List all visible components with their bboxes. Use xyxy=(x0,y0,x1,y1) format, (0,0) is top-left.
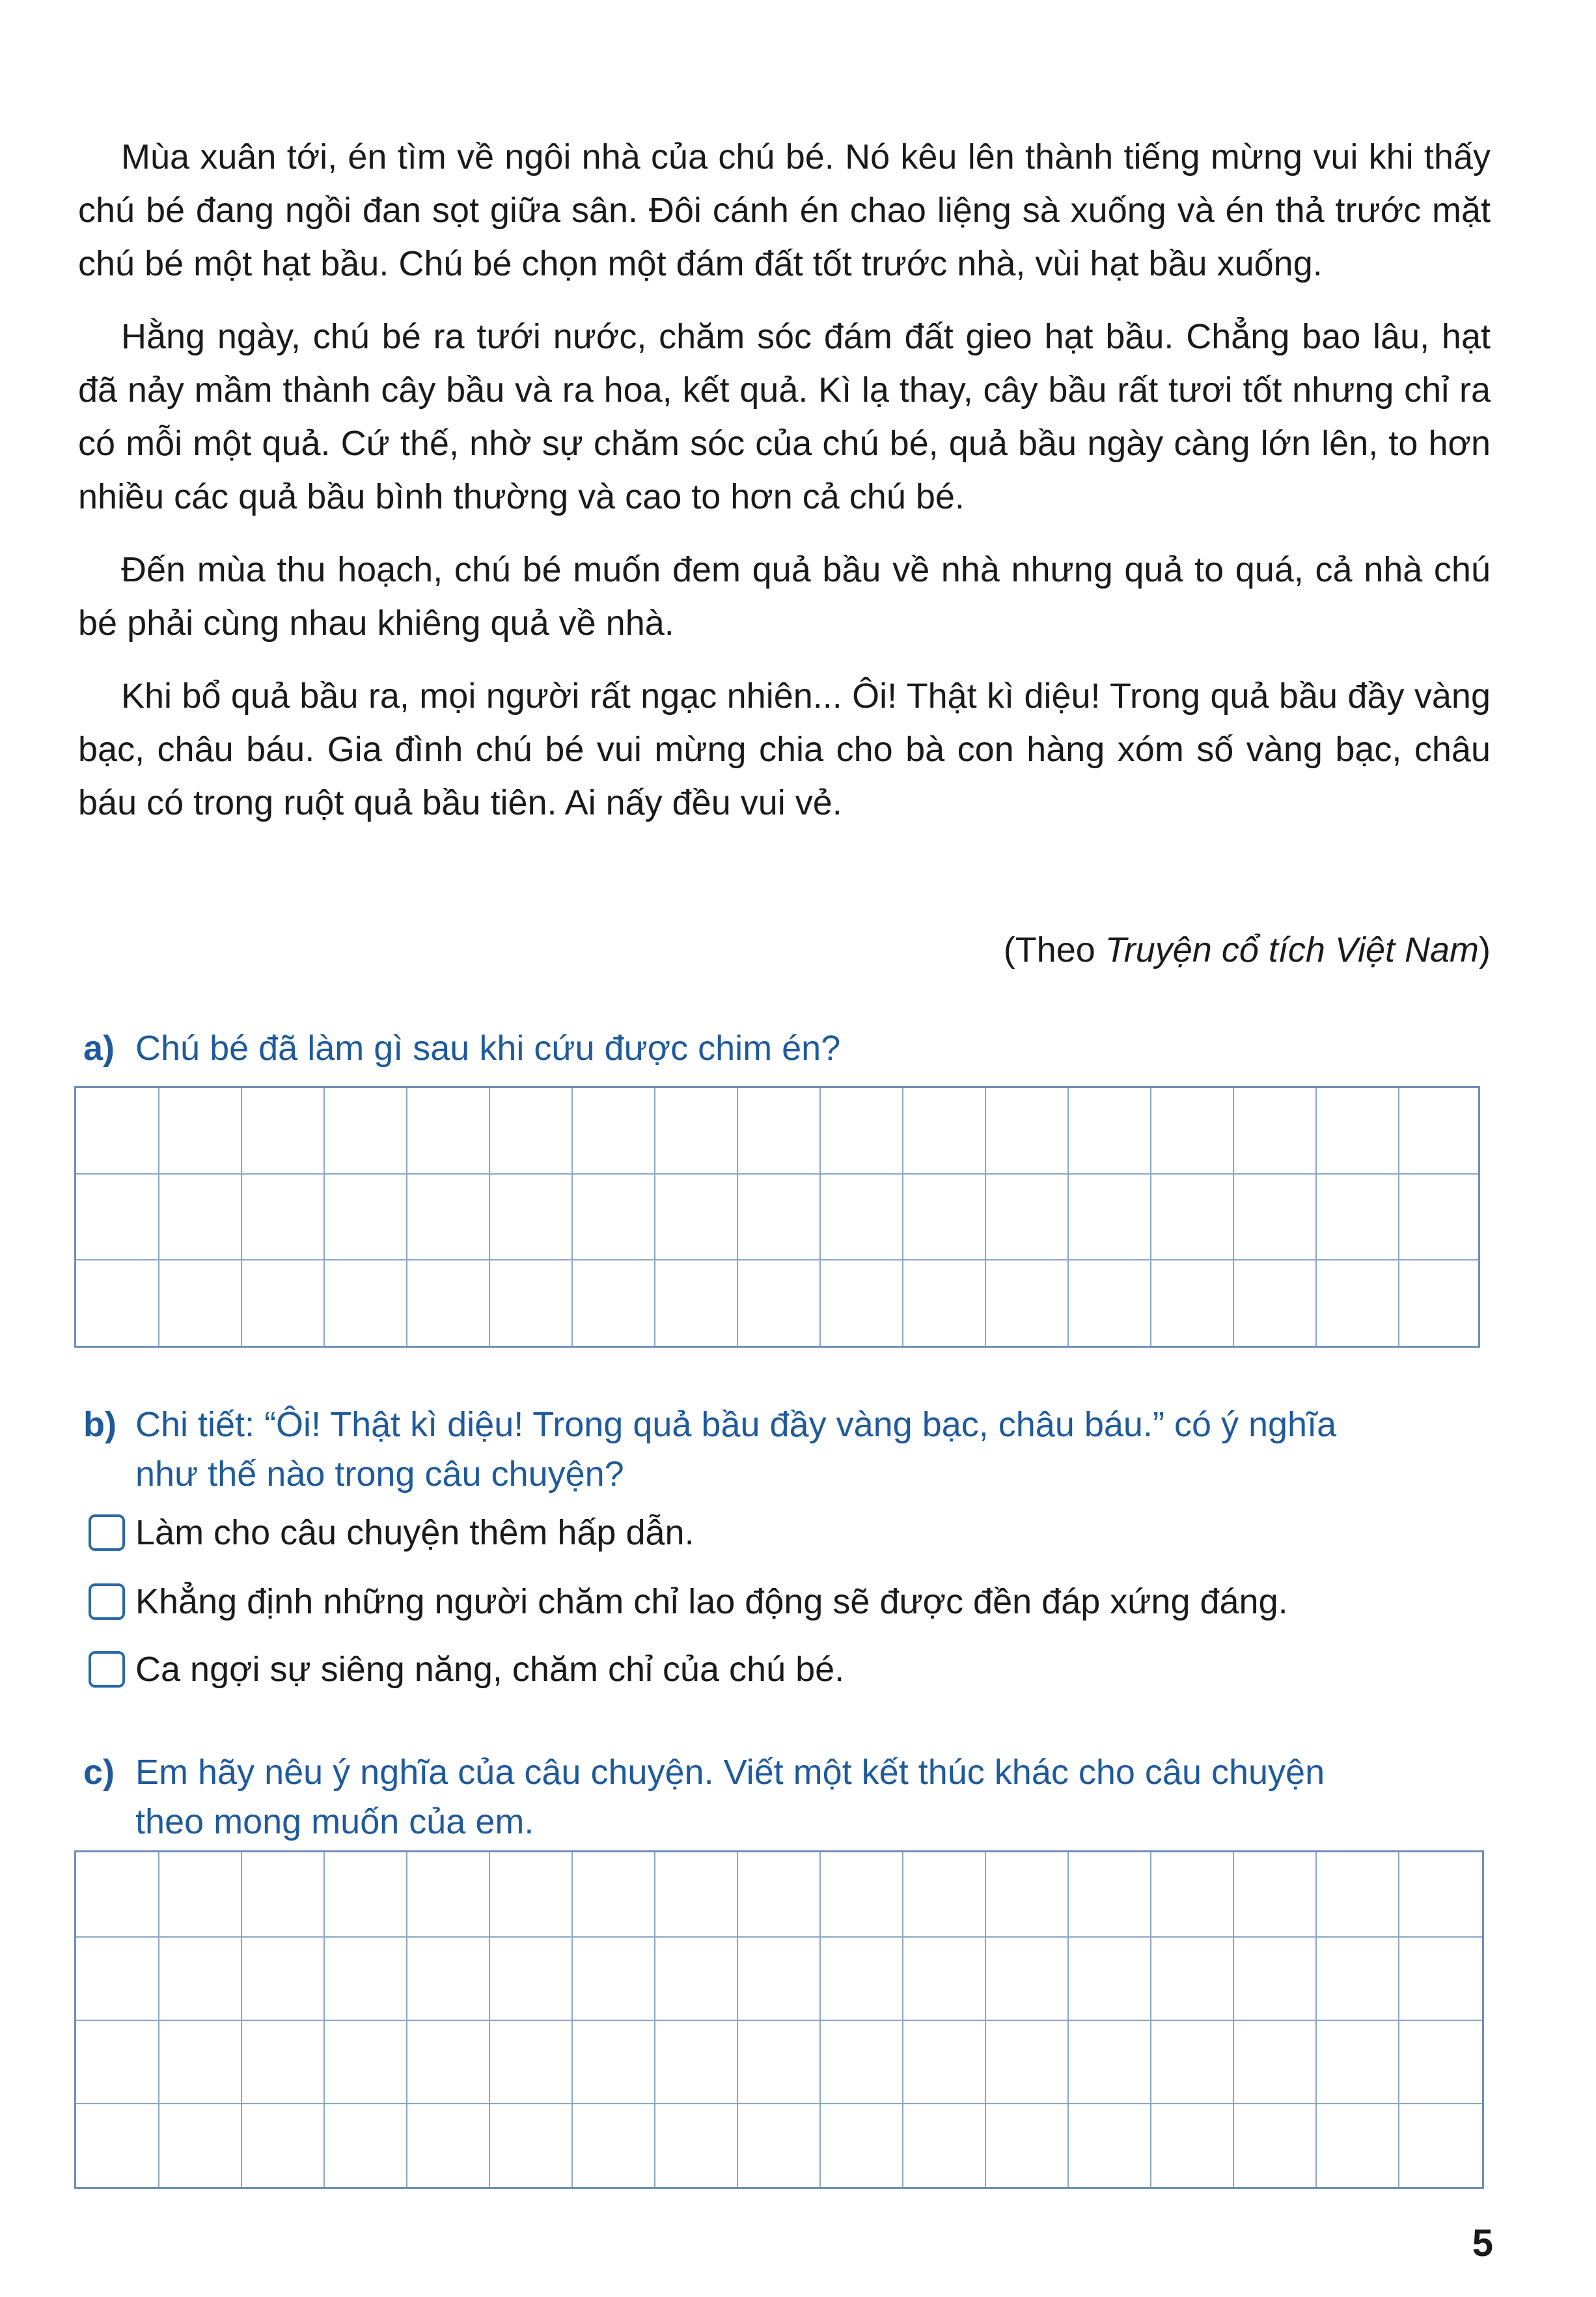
question-b-label: b) xyxy=(83,1405,117,1444)
story-paragraph-1: Mùa xuân tới, én tìm về ngôi nhà của chú bé. Nó kêu lên thành tiếng mừng vui khi thấy chú bé đang ngồi đan sọt giữa sân. Đôi cánh én chao liệng sà xuống và én thả trước mặt chú bé một hạt bầu. Chú bé chọn một đám đất tốt trước nhà, vùi hạt bầu xuống. xyxy=(78,137,1491,283)
source-suffix: ) xyxy=(1479,930,1491,969)
story-paragraph-4: Khi bổ quả bầu ra, mọi người rất ngạc nhiên... Ôi! Thật kì diệu! Trong quả bầu đầy vàng bạc, châu báu. Gia đình chú bé vui mừng chia cho bà con hàng xóm số vàng bạc, châu báu có trong ruột quả bầu tiên. Ai nấy đều vui vẻ. xyxy=(78,676,1491,822)
option-b-2-text: Khẳng định những người chăm chỉ lao động sẽ được đền đáp xứng đáng. xyxy=(135,1582,1288,1621)
story-passage xyxy=(78,130,1491,849)
story-paragraph-3: Đến mùa thu hoạch, chú bé muốn đem quả bầu về nhà nhưng quả to quá, cả nhà chú bé phải cùng nhau khiêng quả về nhà. xyxy=(78,550,1491,643)
page-number: 5 xyxy=(1472,2222,1493,2264)
question-c-text-line2: theo mong muốn của em. xyxy=(135,1802,534,1841)
option-b-1-text: Làm cho câu chuyện thêm hấp dẫn. xyxy=(135,1513,695,1552)
option-b-3[interactable] xyxy=(89,1645,844,1694)
question-c xyxy=(83,1747,1491,1846)
option-b-3-text: Ca ngợi sự siêng năng, chăm chỉ của chú bé. xyxy=(135,1650,845,1689)
question-a-text: Chú bé đã làm gì sau khi cứu được chim én? xyxy=(135,1029,841,1068)
option-b-2[interactable] xyxy=(89,1577,1288,1626)
source-prefix: (Theo xyxy=(1003,930,1105,969)
checkbox-option-2[interactable] xyxy=(89,1583,125,1620)
answer-grid-a[interactable] xyxy=(74,1086,1480,1348)
question-c-label: c) xyxy=(83,1753,115,1792)
checkbox-option-1[interactable] xyxy=(89,1514,125,1551)
question-b-text-line2: như thế nào trong câu chuyện? xyxy=(135,1455,624,1494)
checkbox-option-3[interactable] xyxy=(89,1651,125,1688)
question-b xyxy=(83,1400,1491,1499)
answer-grid-a-lines xyxy=(76,1088,1478,1346)
question-c-text-line1: Em hãy nêu ý nghĩa của câu chuyện. Viết một kết thúc khác cho câu chuyện xyxy=(135,1753,1325,1792)
question-a xyxy=(83,1023,1491,1073)
answer-grid-c-lines xyxy=(76,1852,1482,2187)
option-b-1[interactable] xyxy=(89,1508,695,1557)
question-b-text-line1: Chi tiết: “Ôi! Thật kì diệu! Trong quả bầu đầy vàng bạc, châu báu.” có ý nghĩa xyxy=(135,1405,1337,1444)
story-source xyxy=(1004,923,1491,977)
source-title: Truyện cổ tích Việt Nam xyxy=(1105,930,1479,969)
answer-grid-c[interactable] xyxy=(74,1850,1484,2189)
question-a-label: a) xyxy=(83,1029,115,1068)
story-paragraph-2: Hằng ngày, chú bé ra tưới nước, chăm sóc đám đất gieo hạt bầu. Chẳng bao lâu, hạt đã nảy mầm thành cây bầu và ra hoa, kết quả. Kì lạ thay, cây bầu rất tươi tốt nhưng chỉ ra có mỗi một quả. Cứ thế, nhờ sự chăm sóc của chú bé, quả bầu ngày càng lớn lên, to hơn nhiều các quả bầu bình thường và cao to hơn cả chú bé. xyxy=(78,317,1491,516)
